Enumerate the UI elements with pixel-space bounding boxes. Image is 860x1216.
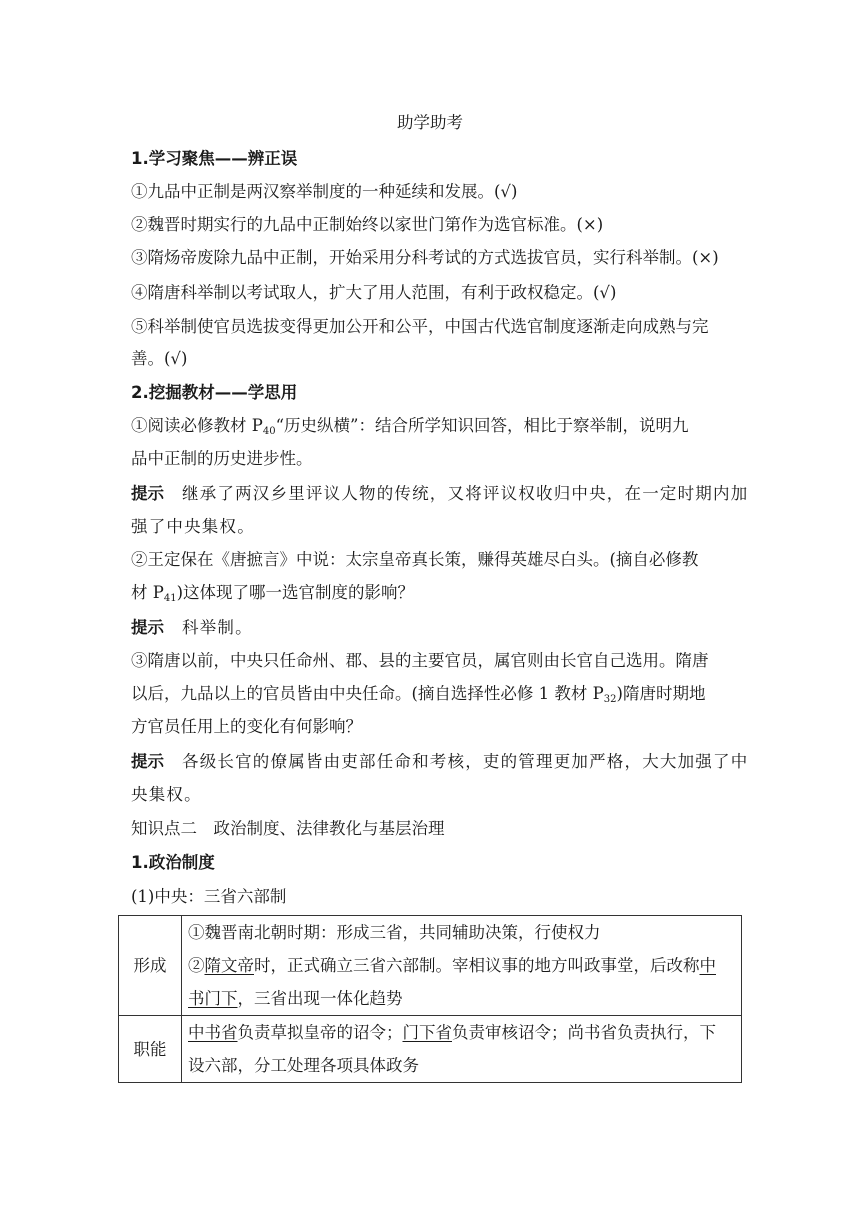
question-1-line-2: 品中正制的历史进步性。 (131, 449, 313, 468)
answer-3-line-1: 提示 各级长官的僚属皆由吏部任命和考核，吏的管理更加严格，大大加强了中 (131, 752, 749, 771)
answer-3-line-2: 央集权。 (131, 785, 202, 804)
question-1-line-1: ①阅读必修教材 $P_{40}“$历史纵横”：结合所学知识回答，相比于察举制，说明九 (131, 416, 689, 437)
section-title-2: 2.挖掘教材——学思用 (131, 383, 298, 402)
question-2-line-1: ②王定保在《唐摭言》中说：太宗皇帝真长策，赚得英雄尽白头。(摘自必修教 (131, 550, 699, 569)
knowledge-point-heading: 知识点二 政治制度、法律教化与基层治理 (131, 819, 445, 838)
row-body-function: 中书省负责草拟皇帝的诏令；门下省负责审核诏令；尚书省负责执行，下 设六部，分工处理各项具体政务 (182, 1016, 742, 1083)
table-row (119, 1016, 742, 1083)
subsection-item: (1)中央：三省六部制 (131, 887, 287, 906)
subsection-title: 1.政治制度 (131, 853, 215, 872)
hint-label: 提示 (131, 752, 164, 771)
answer-2: 提示 科举制。 (131, 618, 253, 637)
judgement-item-5-cont: 善。(√) (131, 349, 188, 368)
question-3-line-1: ③隋唐以前，中央只任命州、郡、县的主要官员，属官则由长官自己选用。隋唐 (131, 651, 709, 670)
section-title-1: 1.学习聚焦——辨正误 (131, 149, 298, 168)
question-3-line-3: 方官员任用上的变化有何影响？ (131, 717, 362, 736)
question-3-line-2: 以后，九品以上的官员皆由中央任命。(摘自选择性必修 1 教材 $P_{32}$)隋唐时期地 (131, 684, 706, 705)
judgement-item-2: ②魏晋时期实行的九品中正制始终以家世门第作为选官标准。(×) (131, 215, 604, 234)
three-departments-table (118, 915, 742, 1083)
hint-label: 提示 (131, 618, 164, 637)
judgement-item-4: ④隋唐科举制以考试取人，扩大了用人范围，有利于政权稳定。(√) (131, 283, 617, 302)
judgement-item-5: ⑤科举制使官员选拔变得更加公开和公平，中国古代选官制度逐渐走向成熟与完 (131, 317, 709, 336)
hint-label: 提示 (131, 484, 164, 503)
row-body-formation: ①魏晋南北朝时期：形成三省，共同辅助决策，行使权力 ②隋文帝时，正式确立三省六部制。宰相议事的地方叫政事堂，后改称中 书门下，三省出现一体化趋势 (182, 916, 742, 1016)
row-head-function: 职能 (119, 1016, 182, 1083)
answer-1-line-2: 强了中央集权。 (131, 517, 255, 536)
table-row (119, 916, 742, 1016)
page-title: 助学助考 (397, 113, 463, 132)
row-head-formation: 形成 (119, 916, 182, 1016)
question-2-line-2: 材 $P_{41}$)这体现了哪一选官制度的影响？ (131, 583, 415, 604)
judgement-item-1: ①九品中正制是两汉察举制度的一种延续和发展。(√) (131, 182, 518, 201)
answer-1-line-1: 提示 继承了两汉乡里评议人物的传统，又将评议权收归中央，在一定时期内加 (131, 484, 749, 503)
judgement-item-3: ③隋炀帝废除九品中正制，开始采用分科考试的方式选拔官员，实行科举制。(×) (131, 248, 719, 267)
